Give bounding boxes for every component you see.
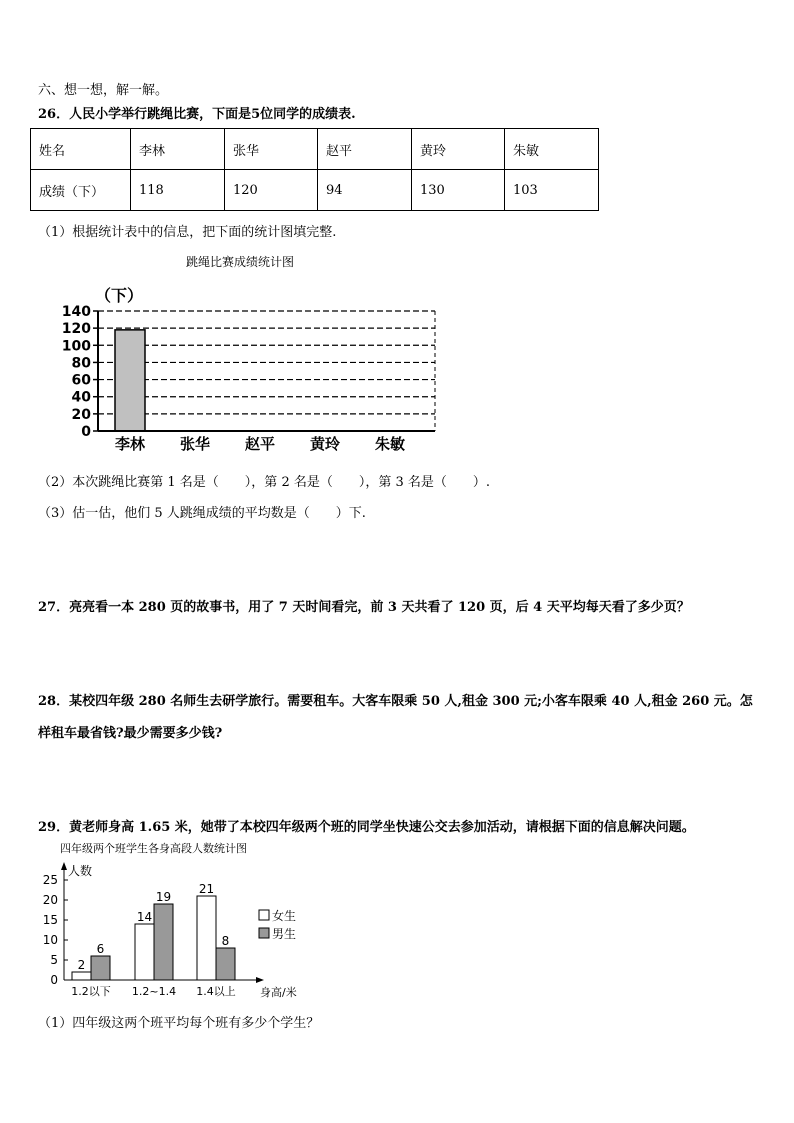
question-27-text: 27．亮亮看一本 280 页的故事书，用了 7 天时间看完，前 3 天共看了 120 页，后 4 天平均每天看了多少页？ — [38, 600, 690, 615]
x-tick-label: 1.4以上 — [196, 985, 236, 998]
table-cell: 103 — [505, 170, 599, 211]
bar — [72, 972, 91, 980]
bar — [115, 330, 145, 431]
x-tick-label: 黄玲 — [309, 435, 341, 453]
question-26-sub3: （3）估一估，他们 5 人跳绳成绩的平均数是（ ）下. — [38, 506, 366, 521]
data-label: 6 — [96, 942, 105, 956]
x-tick-label: 李林 — [114, 435, 146, 453]
y-axis-label: 人数 — [68, 864, 93, 878]
x-tick-label: 1.2以下 — [71, 985, 111, 998]
data-label: 8 — [221, 934, 230, 948]
question-29-sub1: （1）四年级这两个班平均每个班有多少个学生？ — [38, 1016, 320, 1031]
y-tick-label: 10 — [42, 933, 58, 947]
x-axis-label: 身高/米 — [260, 986, 297, 999]
data-label: 19 — [155, 890, 172, 904]
y-tick-label: 120 — [61, 321, 91, 338]
y-tick-label: 0 — [81, 424, 91, 440]
rope-skipping-chart — [50, 285, 510, 455]
question-26-sub2: （2）本次跳绳比赛第 1 名是（ ），第 2 名是（ ），第 3 名是（ ）. — [38, 475, 491, 490]
y-tick-label: 15 — [42, 913, 58, 927]
question-26-text: 26．人民小学举行跳绳比赛，下面是5位同学的成绩表. — [38, 107, 356, 122]
table-cell: 黄玲 — [412, 129, 505, 170]
score-table — [30, 128, 599, 211]
x-tick-label: 朱敏 — [374, 435, 406, 453]
y-tick-label: 5 — [50, 953, 58, 967]
y-tick-label: 60 — [71, 372, 91, 389]
chart1-title: 跳绳比赛成绩统计图 — [186, 255, 295, 269]
chart2-title: 四年级两个班学生各身高段人数统计图 — [60, 842, 247, 855]
legend-label-girls: 女生 — [272, 909, 297, 923]
y-tick-label: 40 — [71, 389, 91, 406]
table-cell: 94 — [318, 170, 412, 211]
data-label: 14 — [136, 910, 153, 924]
question-29-text: 29．黄老师身高 1.65 米，她带了本校四年级两个班的同学坐快速公交去参加活动，请根据下面的信息解决问题。 — [38, 820, 695, 835]
table-cell: 李林 — [131, 129, 225, 170]
data-label: 2 — [77, 958, 86, 972]
x-tick-label: 张华 — [179, 435, 211, 453]
legend-swatch-boys — [259, 928, 269, 938]
legend — [259, 908, 296, 941]
bar — [216, 948, 235, 980]
table-cell: 成绩（下） — [31, 170, 131, 211]
table-cell: 130 — [412, 170, 505, 211]
table-cell: 赵平 — [318, 129, 412, 170]
y-tick-label: 20 — [71, 406, 91, 423]
y-tick-label: 80 — [71, 355, 91, 372]
data-label: 21 — [198, 882, 215, 896]
x-tick-label: 1.2~1.4 — [131, 985, 177, 998]
y-tick-label: 140 — [61, 304, 91, 320]
legend-swatch-girls — [259, 910, 269, 920]
section-heading: 六、想一想，解一解。 — [38, 83, 169, 98]
question-28-line2: 样租车最省钱?最少需要多少钱? — [38, 726, 223, 741]
question-26-sub1: （1）根据统计表中的信息，把下面的统计图填完整. — [38, 225, 337, 240]
question-28-line1: 28．某校四年级 280 名师生去研学旅行。需要租车。大客车限乘 50 人,租金 300 元;小客车限乘 40 人,租金 260 元。怎 — [38, 694, 753, 709]
y-tick-label: 20 — [42, 893, 58, 907]
x-axis-arrow — [256, 977, 264, 983]
height-distribution-chart — [38, 858, 338, 1008]
x-tick-label: 赵平 — [244, 435, 276, 453]
table-row — [31, 170, 599, 211]
table-cell: 张华 — [225, 129, 318, 170]
table-cell: 朱敏 — [505, 129, 599, 170]
y-tick-label: 100 — [61, 338, 91, 355]
table-cell: 120 — [225, 170, 318, 211]
table-cell: 118 — [131, 170, 225, 211]
y-tick-label: 0 — [50, 973, 58, 987]
table-cell: 姓名 — [31, 129, 131, 170]
y-axis-label: （下） — [95, 286, 144, 305]
bar — [154, 904, 173, 980]
legend-label-boys: 男生 — [272, 927, 297, 941]
bar — [135, 924, 154, 980]
table-row — [31, 129, 599, 170]
y-tick-label: 25 — [42, 873, 58, 887]
bar — [197, 896, 216, 980]
y-axis-arrow — [61, 862, 67, 870]
bar — [91, 956, 110, 980]
